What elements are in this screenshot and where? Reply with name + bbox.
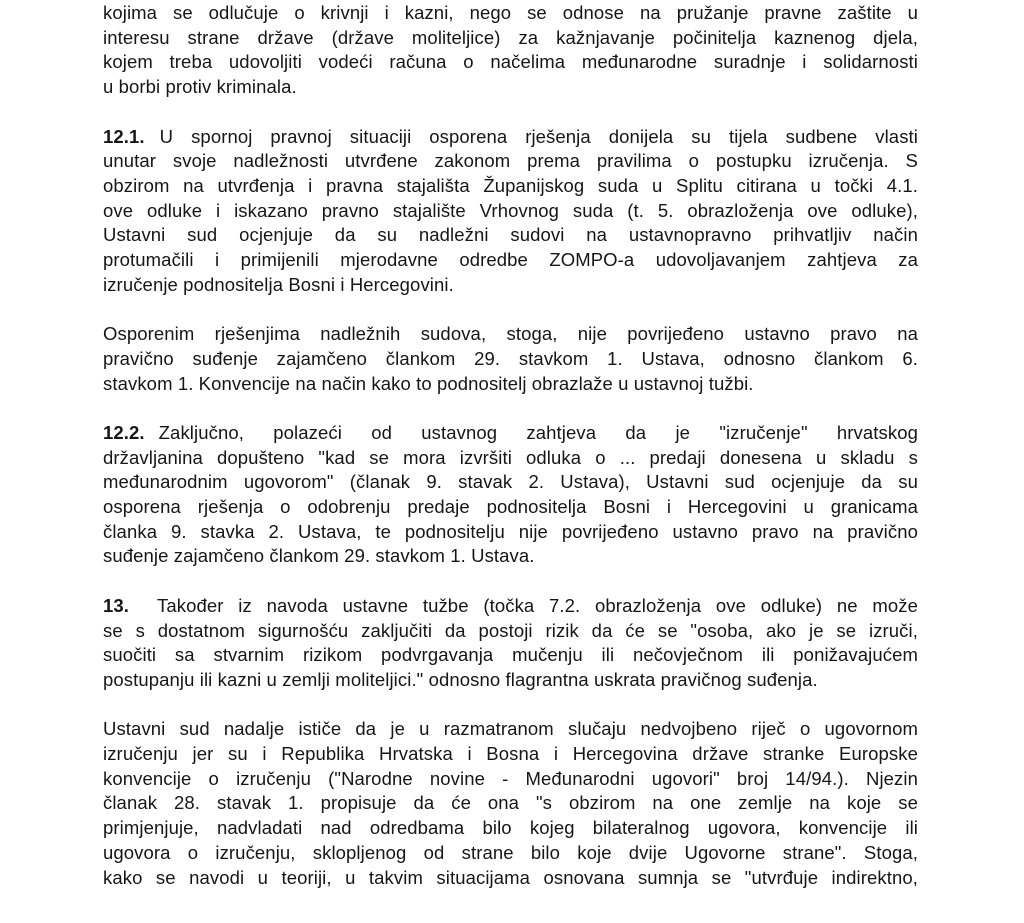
paragraph-body-0 (103, 1, 918, 100)
text-line: primjenjuje, nadvladati nad odredbama bilo kojeg bilateralnog ugovora, konvencije ili (103, 817, 918, 839)
text-line: suočiti sa stvarnim rizikom podvrgavanja mučenju ili nečovječnom ili ponižavajućem (103, 644, 918, 666)
text-line: u borbi protiv kriminala. (103, 76, 297, 98)
text-line: pravično suđenje zajamčeno člankom 29. stavkom 1. Ustava, odnosno člankom 6. (103, 347, 918, 369)
text-line: ugovora o izručenju, sklopljenog od strane bilo koje dvije Ugovorne strane". Stoga, (103, 841, 918, 863)
text-line: 12.2. Zaključno, polazeći od ustavnog zahtjeva da je "izručenje" hrvatskog (103, 421, 918, 446)
text-line: državljanina dopušteno "kad se mora izvršiti odluka o ... predaji donesena u skladu s (103, 446, 918, 468)
text-line: kojima se odlučuje o krivnji i kazni, nego se odnose na pružanje pravne zaštite u (103, 2, 918, 23)
text-line: članka 9. stavka 2. Ustava, te podnositelju nije povrijeđeno ustavno pravo na pravično (103, 520, 918, 542)
text-line: Ustavni sud ocjenjuje da su nadležni sudovi na ustavnopravno prihvatljiv način (103, 224, 918, 246)
text-line: konvencije o izručenju ("Narodne novine - Međunarodni ugovori" broj 14/94.). Njezin (103, 767, 918, 789)
paragraph-body-5 (103, 717, 918, 890)
text-line: postupanju ili kazni u zemlji moliteljici." odnosno flagrantna uskrata pravičnog suđenja. (103, 668, 818, 690)
paragraph-body-2 (103, 322, 918, 396)
text-line: stavkom 1. Konvencije na način kako to podnositelj obrazlaže u ustavnoj tužbi. (103, 372, 754, 394)
text-line: izručenje podnositelja Bosni i Hercegovini. (103, 273, 454, 295)
text-line: kojem treba udovoljiti vodeći računa o načelima međunarodne suradnje i solidarnosti (103, 51, 918, 73)
text-line: ove odluke i iskazano pravno stajalište Vrhovnog suda (t. 5. obrazloženja ove odluke), (103, 199, 918, 221)
text-line: interesu strane države (države moliteljice) za kažnjavanje počinitelja kaznenog djela, (103, 26, 918, 48)
text-line: unutar svoje nadležnosti utvrđene zakonom prema pravilima o postupku izručenja. S (103, 150, 918, 172)
paragraph-number: 12.2. (103, 421, 145, 443)
text-line: se s dostatnom sigurnošću zaključiti da postoji rizik da će se "osoba, ako je se izruči, (103, 619, 918, 641)
paragraph-number: 12.1. (103, 125, 145, 147)
text-line: Osporenim rješenjima nadležnih sudova, stoga, nije povrijeđeno ustavno pravo na (103, 323, 918, 345)
paragraph-12-2 (103, 421, 918, 569)
text-line: kako se navodi u teoriji, u takvim situacijama osnovana sumnja se "utvrđuje indirektno, (103, 866, 918, 888)
text-line: osporena rješenja o odobrenju predaje podnositelja Bosni i Hercegovini u granicama (103, 496, 918, 518)
text-line: 12.1. U spornoj pravnoj situaciji osporena rješenja donijela su tijela sudbene vlasti (103, 125, 918, 150)
paragraph-12-1 (103, 125, 918, 298)
text-line: 13. Također iz navoda ustavne tužbe (točka 7.2. obrazloženja ove odluke) ne može (103, 594, 918, 619)
paragraph-number: 13. (103, 594, 130, 616)
text-line: članak 28. stavak 1. propisuje da će ona "s obzirom na one zemlje na koje se (103, 792, 918, 814)
text-line: suđenje zajamčeno člankom 29. stavkom 1. Ustava. (103, 545, 535, 567)
text-line: Ustavni sud nadalje ističe da je u razmatranom slučaju nedvojbeno riječ o ugovornom (103, 718, 918, 740)
paragraph-13 (103, 594, 918, 693)
text-line: obzirom na utvrđenja i pravna stajališta Županijskog suda u Splitu citirana u točki 4.1. (103, 174, 918, 196)
text-line: protumačili i primijenili mjerodavne odredbe ZOMPO-a udovoljavanjem zahtjeva za (103, 249, 918, 271)
text-line: izručenju jer su i Republika Hrvatska i Bosna i Hercegovina države stranke Europske (103, 743, 918, 765)
text-line: međunarodnim ugovorom" (članak 9. stavak 2. Ustava), Ustavni sud ocjenjuje da su (103, 471, 918, 493)
